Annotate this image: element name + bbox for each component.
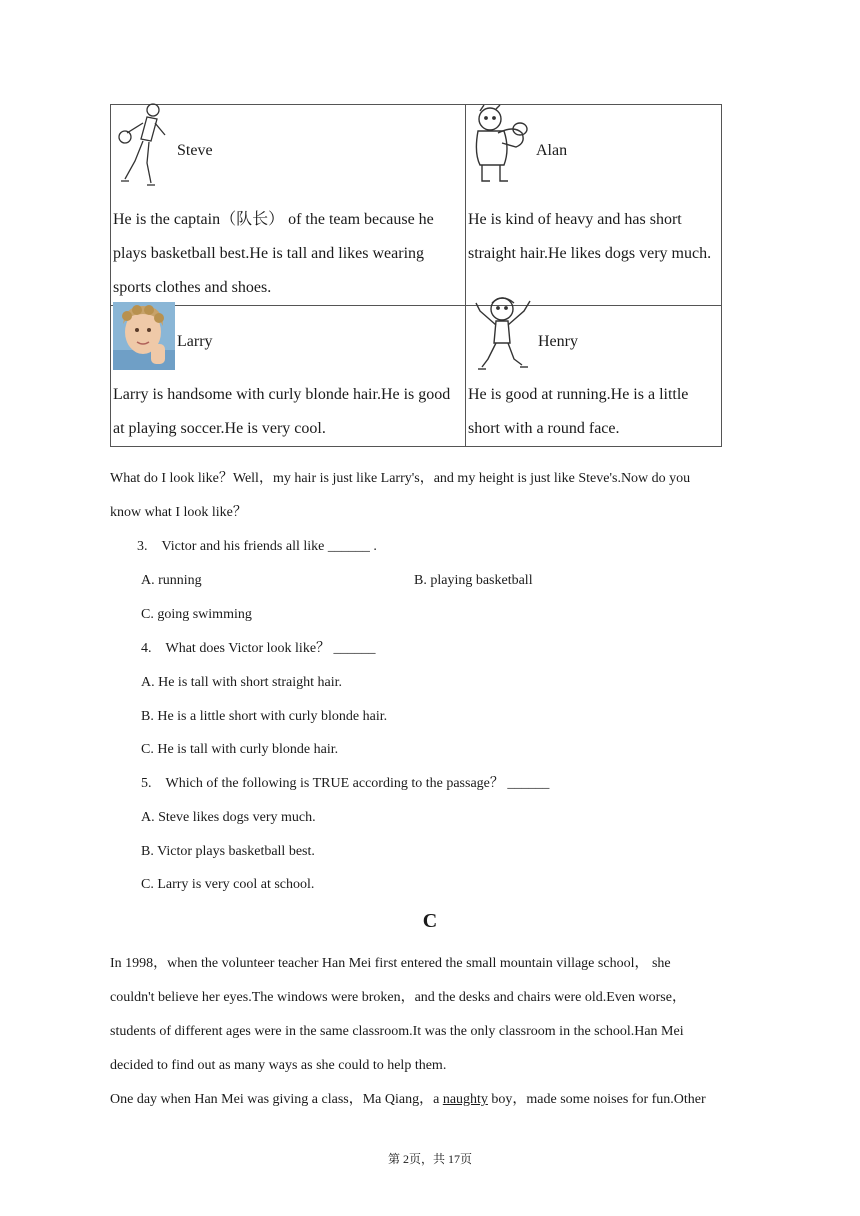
q5-option-a[interactable]: A. Steve likes dogs very much. — [141, 810, 316, 825]
desc-alan: He is kind of heavy and has short straight hair.He likes dogs very much. — [468, 211, 712, 262]
passage-line-2: know what I look like？ — [110, 505, 247, 520]
underlined-word: naughty — [442, 1092, 488, 1107]
desc-steve: He is the captain（队长） of the team because he plays basketball best.He is tall and likes wearing sports clothes and shoes. — [113, 211, 434, 296]
q5-option-c[interactable]: C. Larry is very cool at school. — [141, 877, 315, 892]
q3-option-b[interactable]: B. playing basketball — [414, 573, 533, 588]
question-5: 5. Which of the following is TRUE according to the passage？ ______ — [141, 776, 550, 791]
section-line-5: One day when Han Mei was giving a class，Ma Qiang，a naughty boy，made some noises for fun.Other — [110, 1092, 706, 1107]
q4-option-c[interactable]: C. He is tall with curly blonde hair. — [141, 742, 339, 757]
q4-option-b[interactable]: B. He is a little short with curly blonde hair. — [141, 709, 388, 724]
cell-henry — [466, 306, 722, 447]
page-footer: 第 2页，共 17页 — [387, 1152, 472, 1166]
section-line-4: decided to find out as many ways as she could to help them. — [110, 1058, 447, 1073]
passage-line-1: What do I look like？Well，my hair is just like Larry's，and my height is just like Steve's.Now do you — [110, 471, 691, 486]
desc-henry: He is good at running.He is a little short with a round face. — [468, 386, 689, 437]
section-heading: C — [422, 910, 438, 932]
cell-alan — [466, 105, 722, 306]
basketball-player-icon — [113, 101, 175, 202]
table-row — [111, 306, 722, 447]
question-4: 4. What does Victor look like？ ______ — [141, 641, 376, 656]
q3-option-a[interactable]: A. running — [141, 573, 202, 588]
name-larry: Larry — [177, 333, 213, 350]
cell-larry — [111, 306, 466, 447]
man-with-dog-icon — [468, 103, 534, 200]
table-row — [111, 105, 722, 306]
q5-option-b[interactable]: B. Victor plays basketball best. — [141, 844, 315, 859]
desc-larry: Larry is handsome with curly blonde hair.He is good at playing soccer.He is very cool. — [113, 386, 451, 437]
section-line-2: couldn't believe her eyes.The windows were broken，and the desks and chairs were old.Even worse， — [110, 990, 686, 1005]
name-steve: Steve — [177, 142, 213, 159]
cell-steve — [111, 105, 466, 306]
curly-hair-boy-photo — [113, 302, 175, 383]
q4-option-a[interactable]: A. He is tall with short straight hair. — [141, 675, 343, 690]
section-line-1: In 1998，when the volunteer teacher Han Mei first entered the small mountain village school， she — [110, 956, 671, 971]
name-alan: Alan — [536, 142, 568, 159]
q3-option-c[interactable]: C. going swimming — [141, 607, 252, 622]
name-henry: Henry — [538, 333, 578, 350]
section-line-3: students of different ages were in the same classroom.It was the only classroom in the school.Han Mei — [110, 1024, 684, 1039]
people-table — [110, 104, 722, 447]
question-3: 3. Victor and his friends all like ______ . — [137, 539, 377, 554]
